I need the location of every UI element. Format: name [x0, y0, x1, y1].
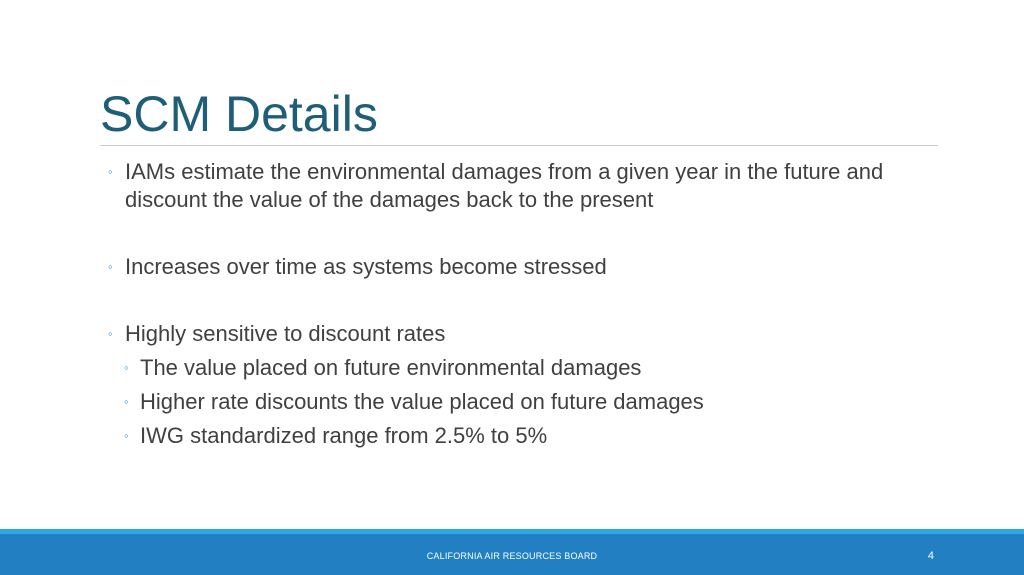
sub-bullet-item [124, 354, 938, 382]
bullet-item [108, 320, 938, 348]
bullet-text: Higher rate discounts the value placed on future damages [140, 389, 704, 414]
bullet-item [108, 158, 938, 214]
bullet-circle-icon: ◦ [124, 394, 129, 409]
sub-bullet-item [124, 388, 938, 416]
bullet-list [108, 158, 938, 450]
page-number: 4 [927, 550, 934, 562]
sub-bullet-item [124, 422, 938, 450]
bullet-text: IAMs estimate the environmental damages from a given year in the future and discount the value of the damages back to the present [125, 159, 884, 212]
footer-organization: CALIFORNIA AIR RESOURCES BOARD [426, 551, 598, 561]
bullet-circle-icon: ◦ [108, 326, 113, 341]
bullet-circle-icon: ◦ [124, 360, 129, 375]
bullet-circle-icon: ◦ [108, 259, 113, 274]
footer-bar [0, 534, 1024, 575]
bullet-text: Increases over time as systems become stressed [125, 254, 607, 279]
slide-title: SCM Details [100, 86, 378, 142]
bullet-text: The value placed on future environmental damages [140, 355, 642, 380]
bullet-item [108, 253, 938, 281]
bullet-text: IWG standardized range from 2.5% to 5% [140, 423, 548, 448]
bullet-circle-icon: ◦ [124, 428, 129, 443]
title-divider [100, 145, 938, 146]
bullet-circle-icon: ◦ [108, 164, 113, 179]
bullet-text: Highly sensitive to discount rates [125, 321, 446, 346]
